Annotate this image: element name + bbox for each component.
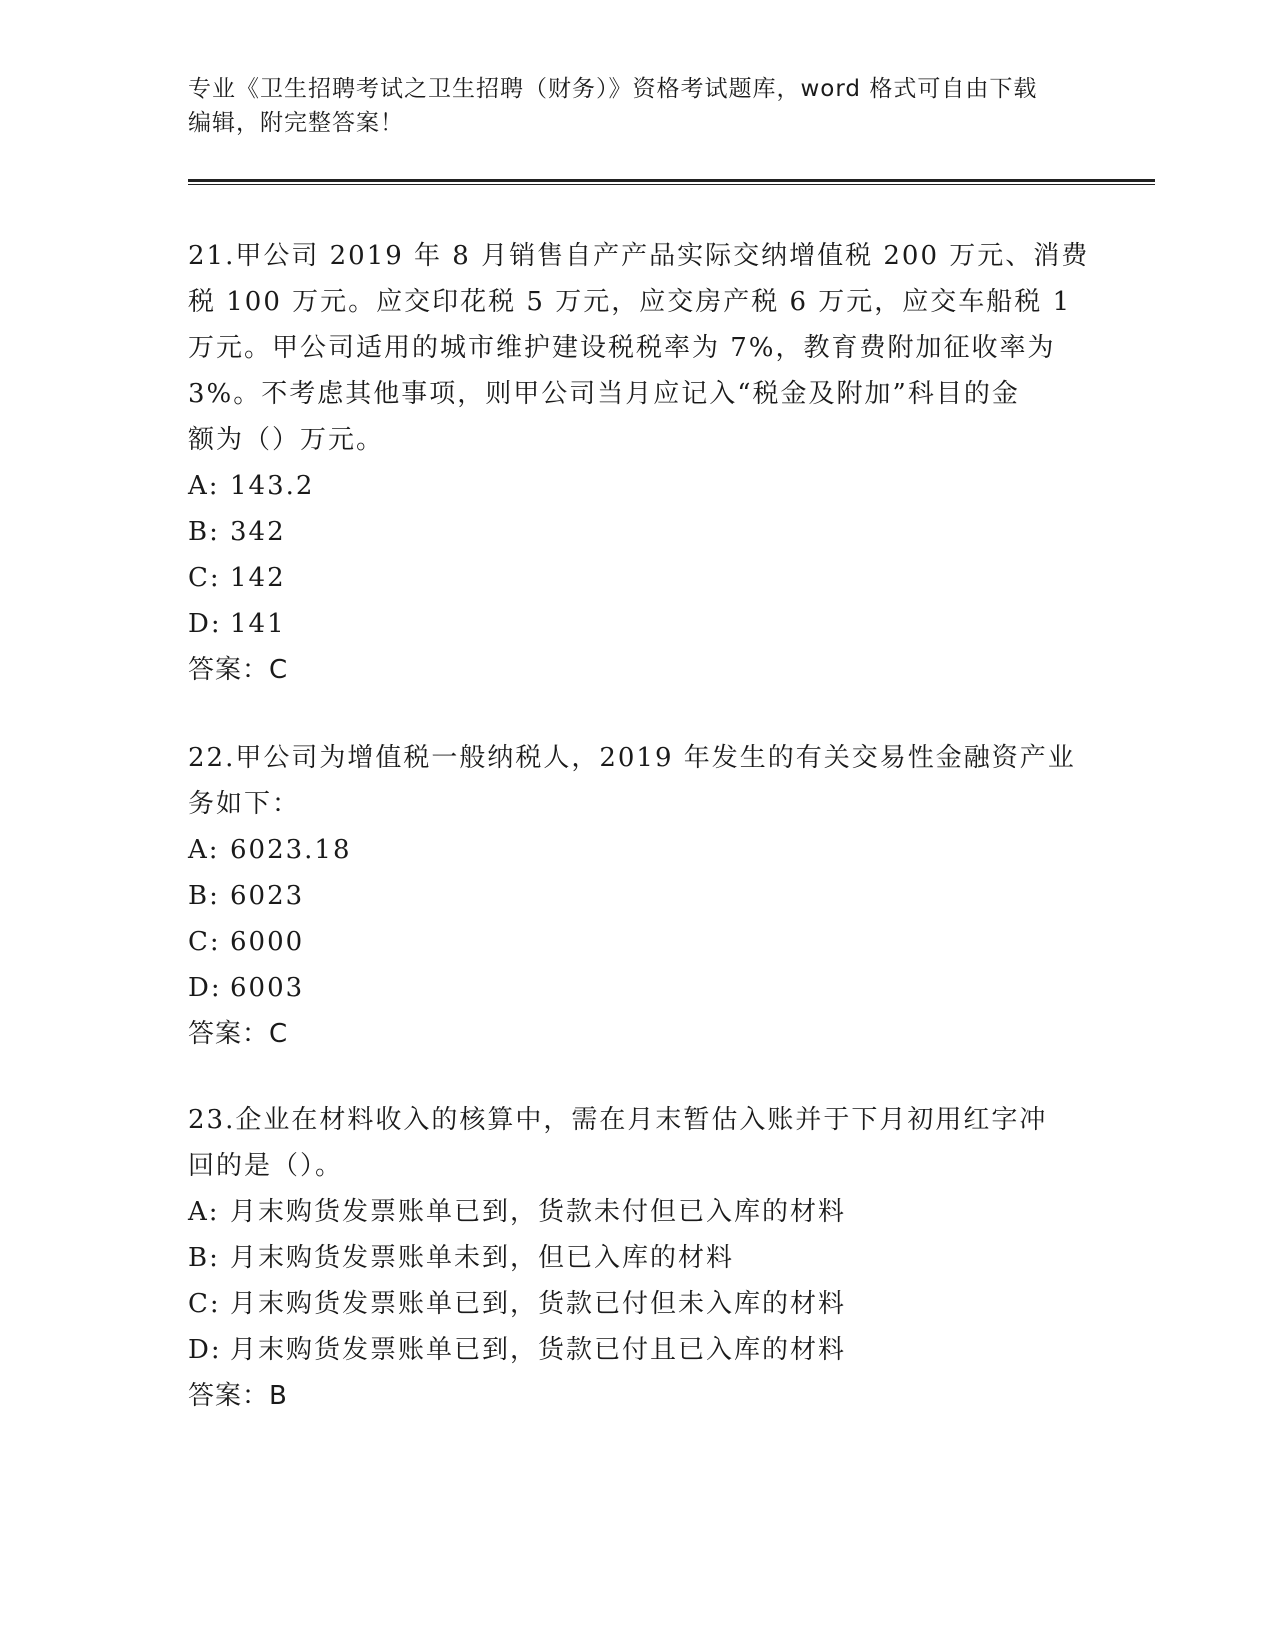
option-letter: C: xyxy=(188,563,221,593)
question-23 xyxy=(188,1097,1088,1419)
option-text: 月末购货发票账单已到，货款未付但已入库的材料 xyxy=(230,1197,847,1227)
option-c xyxy=(188,555,1088,601)
option-letter: D: xyxy=(188,973,222,1003)
option-letter: C: xyxy=(188,927,221,957)
option-letter: D: xyxy=(188,609,222,639)
option-letter: B: xyxy=(188,517,220,547)
question-text-line: 23.企业在材料收入的核算中，需在月末暂估入账并于下月初用红字冲 xyxy=(188,1105,1048,1135)
question-text-line: 3%。不考虑其他事项，则甲公司当月应记入“税金及附加”科目的金 xyxy=(188,379,1020,409)
header-line-1: 专业《卫生招聘考试之卫生招聘（财务）》资格考试题库，word 格式可自由下载 xyxy=(188,76,1038,102)
answer-line: 答案：B xyxy=(188,1381,288,1411)
option-b xyxy=(188,1235,1088,1281)
option-a xyxy=(188,827,1088,873)
option-letter: A: xyxy=(188,835,220,865)
option-text: 342 xyxy=(230,517,286,547)
option-text: 6000 xyxy=(230,927,305,957)
answer-line: 答案：C xyxy=(188,655,289,685)
option-c xyxy=(188,1281,1088,1327)
question-text-line: 回的是（）。 xyxy=(188,1151,344,1181)
option-text: 月末购货发票账单未到，但已入库的材料 xyxy=(230,1243,735,1273)
option-c xyxy=(188,919,1088,965)
option-text: 141 xyxy=(230,609,286,639)
option-text: 143.2 xyxy=(230,471,315,501)
option-text: 6023 xyxy=(230,881,305,911)
question-21 xyxy=(188,233,1088,693)
question-text-line: 税 100 万元。应交印花税 5 万元，应交房产税 6 万元，应交车船税 1 xyxy=(188,287,1072,317)
option-b xyxy=(188,873,1088,919)
option-d xyxy=(188,965,1088,1011)
header-divider-thin xyxy=(188,184,1155,185)
header-divider-thick xyxy=(188,179,1155,182)
document-header xyxy=(188,72,1088,140)
option-letter: C: xyxy=(188,1289,221,1319)
option-text: 6023.18 xyxy=(230,835,352,865)
option-text: 月末购货发票账单已到，货款已付且已入库的材料 xyxy=(230,1335,847,1365)
question-22 xyxy=(188,735,1088,1057)
option-letter: A: xyxy=(188,471,220,501)
option-text: 月末购货发票账单已到，货款已付但未入库的材料 xyxy=(230,1289,847,1319)
question-text-line: 额为（）万元。 xyxy=(188,425,385,455)
option-a xyxy=(188,1189,1088,1235)
option-a xyxy=(188,463,1088,509)
option-letter: B: xyxy=(188,881,220,911)
answer-line: 答案：C xyxy=(188,1019,289,1049)
option-letter: A: xyxy=(188,1197,220,1227)
question-text-line: 21.甲公司 2019 年 8 月销售自产产品实际交纳增值税 200 万元、消费 xyxy=(188,241,1090,271)
option-b xyxy=(188,509,1088,555)
option-text: 6003 xyxy=(230,973,305,1003)
question-text-line: 22.甲公司为增值税一般纳税人，2019 年发生的有关交易性金融资产业 xyxy=(188,743,1076,773)
option-text: 142 xyxy=(230,563,286,593)
option-d xyxy=(188,1327,1088,1373)
option-d xyxy=(188,601,1088,647)
option-letter: B: xyxy=(188,1243,220,1273)
header-line-2: 编辑，附完整答案！ xyxy=(188,110,404,136)
question-text-line: 务如下： xyxy=(188,789,301,819)
question-text-line: 万元。甲公司适用的城市维护建设税税率为 7%，教育费附加征收率为 xyxy=(188,333,1056,363)
option-letter: D: xyxy=(188,1335,222,1365)
